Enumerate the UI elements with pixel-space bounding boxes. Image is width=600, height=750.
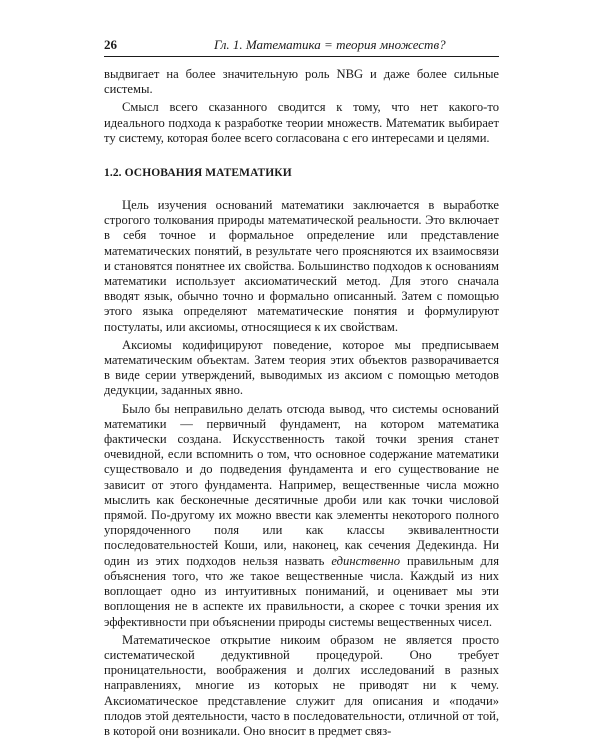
emphasized-word: единственно [331,553,401,568]
section-heading: 1.2. ОСНОВАНИЯ МАТЕМАТИКИ [104,167,292,180]
book-page [104,36,499,742]
running-head [104,36,499,57]
chapter-title: Гл. 1. Математика = теория множеств? [214,37,446,52]
paragraph-discovery: Математическое открытие никоим образом не является просто систематической дедуктивной процедурой. Оно требует проницательности, воображения и долгих исследований в разных направлениях, многие из которых не приводят ни к чему. Аксиоматическое представление служит для описания и «подачи» плодов этой деятельности, часто в последовательности, отличной от той, в которой они возникали. Оно вносит в предмет связ- [104,632,499,738]
paragraph-axioms: Аксиомы кодифицируют поведение, которое мы предписываем математическим объектам. Затем теория этих объектов разворачивается в виде серии утверждений, выводимых из аксиом с помощью методов дедукции, заданных явно. [104,337,499,398]
paragraph-foundations-misconception [104,402,499,630]
paragraph-summary: Смысл всего сказанного сводится к тому, что нет какого-то идеального подхода к разработке теории множеств. Математик выбирает ту систему, которая более всего согласована с его интересами и целями. [104,100,499,145]
paragraph-continued: выдвигает на более значительную роль NBG и даже более сильные системы. [104,67,499,97]
page-content [104,67,499,739]
paragraph-foundations-goal: Цель изучения оснований математики заключается в выработке строгого толкования природы математической реальности. Это включает в себя точное и формальное определение или представление математических понятий, в результате чего проясняются их взаимосвязи и становятся понятнее их свойства. Большинство подходов к основаниям математики использует аксиоматический метод. Для этого сначала вводят язык, обычно точно и формально описанный. Затем с помощью этого языка определяют математические понятия и формулируют постулаты, или аксиомы, относящиеся к их свойствам. [104,198,499,334]
page-number: 26 [104,37,117,52]
paragraph-text-part: правильным для объяснения того, что же такое вещественные числа. Каждый из них воплощает одно из интуитивных пониманий, и оценивает мы эти воплощения не в аспекте их правильности, а скорее с точки зрения их эффективности при объяснении природы системы вещественных чисел. [104,553,499,629]
paragraph-text-part: Было бы неправильно делать отсюда вывод, что системы оснований математики — первичный фундамент, на котором математика фактически создана. Искусственность такой точки зрения станет очевидной, если вспомнить о том, что основное содержание математики существовало и до подведения фундамента и его существование не зависит от этого фундамента. Например, вещественные числа можно мыслить как бесконечные десятичные дроби или как точки числовой прямой. По-другому их можно ввести как элементы некоторого полного упорядоченного поля или как классы эквивалентности последовательностей Коши, или, наконец, как сечения Дедекинда. Ни один из этих подходов нельзя назвать [104,401,499,568]
